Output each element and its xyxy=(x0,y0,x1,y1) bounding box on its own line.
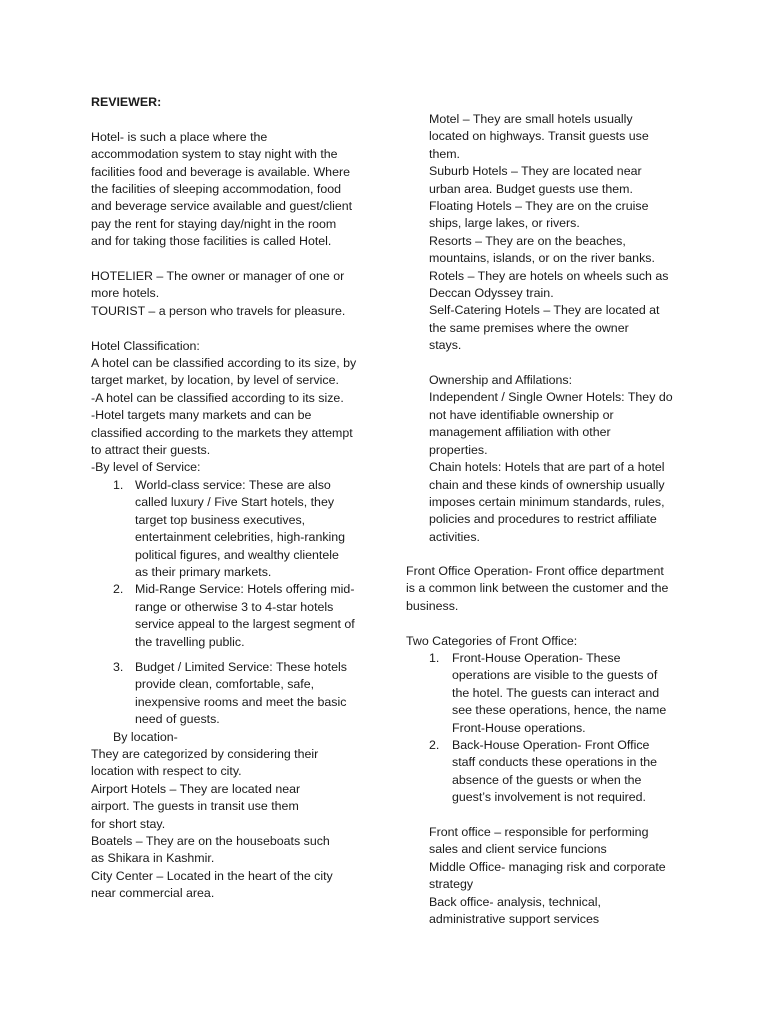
text-line: A hotel can be classified according to its size, by xyxy=(91,356,357,371)
text-line: sales and client service funcions xyxy=(429,842,607,857)
text-line: Deccan Odyssey train. xyxy=(429,286,554,301)
text-line: management affiliation with other xyxy=(429,425,611,440)
left-column xyxy=(91,94,356,903)
text-line: inexpensive rooms and meet the basic xyxy=(135,694,347,709)
text-line: see these operations, hence, the name xyxy=(452,703,667,718)
list-number: 2. xyxy=(113,582,124,597)
text-line: located on highways. Transit guests use xyxy=(429,129,649,144)
classification-heading: Hotel Classification: xyxy=(91,338,200,353)
text-line: Boatels – They are on the houseboats such xyxy=(91,834,330,849)
right-column-lower xyxy=(406,563,668,929)
text-line: Mid-Range Service: Hotels offering mid- xyxy=(135,582,355,597)
text-line: and for taking those facilities is called Hotel. xyxy=(91,234,332,249)
text-line: Back-House Operation- Front Office xyxy=(452,738,650,753)
text-line: the facilities of sleeping accommodation, food xyxy=(91,182,342,197)
list-item xyxy=(429,737,668,807)
text-line: City Center – Located in the heart of the city xyxy=(91,868,333,883)
text-line: Floating Hotels – They are on the cruise xyxy=(429,199,649,214)
text-line: ships, large lakes, or rivers. xyxy=(429,216,580,231)
text-line: guest’s involvement is not required. xyxy=(452,790,646,805)
text-line: Rotels – They are hotels on wheels such as xyxy=(429,268,669,283)
text-line: called luxury / Five Start hotels, they xyxy=(135,495,335,510)
text-line: the travelling public. xyxy=(135,634,245,649)
text-line: pay the rent for staying day/night in the room xyxy=(91,216,337,231)
location-types xyxy=(429,111,673,355)
text-line: -Hotel targets many markets and can be xyxy=(91,408,312,423)
text-line: chain and these kinds of ownership usually xyxy=(429,477,665,492)
text-line: target top business executives, xyxy=(135,512,306,527)
list-number: 3. xyxy=(113,659,124,674)
front-office-definition xyxy=(406,563,668,615)
text-line: the same premises where the owner xyxy=(429,320,629,335)
text-line: service appeal to the largest segment of xyxy=(135,617,355,632)
text-line: as Shikara in Kashmir. xyxy=(91,851,215,866)
text-line: provide clean, comfortable, safe, xyxy=(135,677,315,692)
text-line: political figures, and wealthy clientele xyxy=(135,547,339,562)
text-line: Front office – responsible for performing xyxy=(429,825,649,840)
text-line: Hotel- is such a place where the xyxy=(91,129,268,144)
text-line: Independent / Single Owner Hotels: They do xyxy=(429,390,673,405)
text-line: Resorts – They are on the beaches, xyxy=(429,233,626,248)
text-line: accommodation system to stay night with the xyxy=(91,147,338,162)
text-line: airport. The guests in transit use them xyxy=(91,799,299,814)
right-column-upper xyxy=(429,111,673,546)
list-number: 2. xyxy=(429,738,440,753)
text-line: Motel – They are small hotels usually xyxy=(429,112,633,126)
text-line: World-class service: These are also xyxy=(135,477,331,492)
list-item xyxy=(429,650,668,737)
text-line: properties. xyxy=(429,442,488,457)
text-line: Self-Catering Hotels – They are located at xyxy=(429,303,660,318)
text-line: business. xyxy=(406,598,459,613)
text-line: Chain hotels: Hotels that are part of a hotel xyxy=(429,460,665,475)
text-line: them. xyxy=(429,146,460,161)
text-line: policies and procedures to restrict affiliate xyxy=(429,512,657,527)
text-line: activities. xyxy=(429,529,480,544)
two-categories-heading: Two Categories of Front Office: xyxy=(406,633,578,648)
text-line: operations are visible to the guests of xyxy=(452,668,658,683)
text-line: classified according to the markets they attempt xyxy=(91,425,353,440)
ownership-heading: Ownership and Affilations: xyxy=(429,373,573,388)
classification-text xyxy=(91,355,356,477)
text-line: -By level of Service: xyxy=(91,460,201,475)
by-location-text xyxy=(91,746,356,903)
text-line: the hotel. The guests can interact and xyxy=(452,685,660,700)
text-line: Suburb Hotels – They are located near xyxy=(429,164,642,179)
text-line: imposes certain minimum standards, rules, xyxy=(429,494,665,509)
text-line: administrative support services xyxy=(429,912,600,927)
text-line: more hotels. xyxy=(91,286,160,301)
text-line: entertainment celebrities, high-ranking xyxy=(135,530,346,545)
list-number: 1. xyxy=(113,477,124,492)
text-line: Front-House Operation- These xyxy=(452,651,621,666)
text-line: to attract their guests. xyxy=(91,443,211,458)
text-line: urban area. Budget guests use them. xyxy=(429,181,633,196)
text-line: HOTELIER – The owner or manager of one or xyxy=(91,269,345,284)
text-line: staff conducts these operations in the xyxy=(452,755,658,770)
text-line: strategy xyxy=(429,877,474,892)
text-line: stays. xyxy=(429,338,462,353)
hotelier-definition xyxy=(91,268,356,303)
text-line: Airport Hotels – They are located near xyxy=(91,781,301,796)
text-line: is a common link between the customer and the xyxy=(406,581,669,596)
text-line: absence of the guests or when the xyxy=(452,772,642,787)
text-line: as their primary markets. xyxy=(135,564,272,579)
text-line: mountains, islands, or on the river banks. xyxy=(429,251,655,266)
text-line: range or otherwise 3 to 4-star hotels xyxy=(135,599,334,614)
text-line: target market, by location, by level of service. xyxy=(91,373,339,388)
list-item xyxy=(113,581,356,651)
text-line: -A hotel can be classified according to its size. xyxy=(91,390,344,405)
text-line: Budget / Limited Service: These hotels xyxy=(135,659,347,674)
text-line: Front Office Operation- Front office department xyxy=(406,564,664,578)
text-line: facilities food and beverage is available. Where xyxy=(91,164,350,179)
list-item xyxy=(113,477,356,581)
text-line: location with respect to city. xyxy=(91,764,242,779)
tourist-definition: TOURIST – a person who travels for pleasure. xyxy=(91,303,346,318)
by-location-heading: By location- xyxy=(113,729,178,744)
office-roles xyxy=(429,824,668,928)
list-item xyxy=(113,659,356,729)
text-line: not have identifiable ownership or xyxy=(429,407,614,422)
text-line: Middle Office- managing risk and corporate xyxy=(429,859,666,874)
text-line: and beverage service available and guest/client xyxy=(91,199,353,214)
page-title: REVIEWER: xyxy=(91,95,162,109)
text-line: for short stay. xyxy=(91,816,166,831)
text-line: need of guests. xyxy=(135,712,220,727)
text-line: near commercial area. xyxy=(91,886,215,901)
text-line: They are categorized by considering their xyxy=(91,746,319,761)
text-line: Back office- analysis, technical, xyxy=(429,894,601,909)
text-line: Front-House operations. xyxy=(452,720,586,735)
list-number: 1. xyxy=(429,651,440,666)
hotel-definition xyxy=(91,129,356,251)
ownership-text xyxy=(429,389,673,546)
